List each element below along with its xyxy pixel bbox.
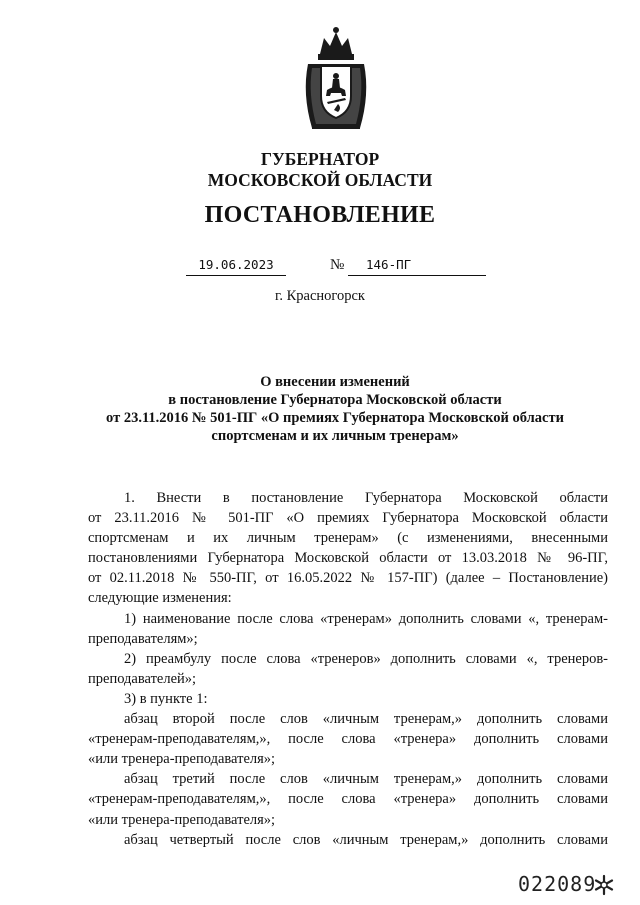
issuer-title-line2: МОСКОВСКОЙ ОБЛАСТИ [207, 170, 433, 190]
body-line: абзац второй после слов «личным тренерам,» дополнить словами [124, 711, 608, 728]
document-number-field [348, 255, 486, 276]
body-line: 3) в пункте 1: [124, 690, 208, 707]
asterisk-mark-icon [593, 874, 615, 896]
body-line: 1. Внести в постановление Губернатора Московской области [124, 490, 608, 506]
body-line: постановлениями Губернатора Московской области от 13.03.2018 № 96-ПГ, [88, 550, 608, 567]
body-line: «или тренера-преподавателя»; [88, 751, 276, 768]
subject-line: от 23.11.2016 № 501-ПГ «О премиях Губернатора Московской области [106, 410, 564, 426]
body-line: спортсменам и их личным тренерам» (с изменениями, внесенными [88, 530, 608, 547]
document-body [88, 488, 608, 850]
body-line: абзац четвертый после слов «личным тренерам,» дополнить словами [124, 831, 608, 848]
subject-line: спортсменам и их личным тренерам» [211, 428, 459, 444]
body-line: следующие изменения: [88, 590, 232, 607]
document-subject [60, 373, 610, 445]
body-line: абзац третий после слов «личным тренерам,» дополнить словами [124, 771, 608, 788]
number-sign: № [330, 257, 345, 273]
body-line: «или тренера-преподавателя»; [88, 811, 276, 828]
body-line: 1) наименование после слова «тренерам» дополнить словами «, тренерам- [124, 610, 608, 627]
form-serial-number: 022089 [518, 872, 597, 896]
document-type-heading: ПОСТАНОВЛЕНИЕ [204, 202, 436, 228]
subject-line: в постановление Губернатора Московской области [168, 392, 502, 408]
body-line: преподавателям»; [88, 630, 198, 647]
coat-of-arms-emblem [294, 24, 378, 134]
body-line: «тренерам-преподавателям,», после слова «тренера» дополнить словами [88, 731, 608, 748]
subject-line: О внесении изменений [260, 374, 410, 390]
body-line: от 02.11.2018 № 550-ПГ, от 16.05.2022 № 157-ПГ) (далее – Постановление) [88, 570, 608, 587]
body-line: преподавателей»; [88, 670, 197, 687]
body-line: 2) преамбулу после слова «тренеров» дополнить словами «, тренеров- [124, 650, 608, 667]
body-line: от 23.11.2016 № 501-ПГ «О премиях Губернатора Московской области [88, 510, 608, 527]
issuer-title-line1: ГУБЕРНАТОР [260, 149, 380, 169]
document-number-value: 146-ПГ [366, 257, 412, 272]
city-of-issue: г. Красногорск [275, 288, 365, 304]
body-line: «тренерам-преподавателям,», после слова «тренера» дополнить словами [88, 791, 608, 808]
document-date-field: 19.06.2023 [186, 255, 286, 276]
